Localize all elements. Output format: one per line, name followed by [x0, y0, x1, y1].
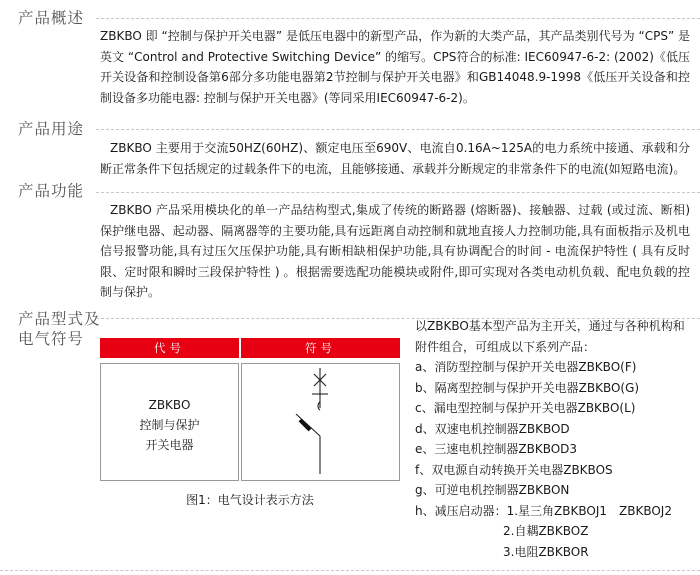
table-cell-symbol — [241, 363, 400, 481]
table-header-code: 代号 — [100, 338, 239, 358]
code-line-1: ZBKBO — [148, 398, 191, 412]
series-item: e、三速电机控制器ZBKBOD3 — [415, 442, 578, 456]
series-item: f、双电源自动转换开关电器ZBKBOS — [415, 462, 613, 477]
series-item: h、减压启动器：1.星三角ZBKBOJ1 ZBKBOJ2 — [415, 503, 672, 518]
series-intro-line-1: 以ZBKBO基本型产品为主开关，通过与各种机构和 — [415, 319, 685, 333]
figure-caption: 图1：电气设计表示方法 — [186, 493, 314, 507]
table-cell-code — [100, 363, 239, 481]
section-title-function: 产品功能 — [18, 182, 85, 200]
function-text: ZBKBO 产品采用模块化的单一产品结构型式,集成了传统的断路器 (熔断器)、接触器、过载 (或过流、断相) 保护继电器、起动器、隔离器等的主要功能,具有远距离自动控制和就地直接人力控制功能,具有面板指示及机电信号报警功能,具有过压欠压保护功能,具有断相缺相保护功能,具有协调配合的时间 - 电流保护特性 ( 具有反时限、定时限和瞬时三段保护特性 ) 。根据需要选配功能模块或附件,即可实现对各类电动机负载、配电负载的控制与保护。 — [100, 203, 690, 299]
section-divider — [96, 18, 700, 19]
series-intro-line-2: 附件组合，可组成以下系列产品： — [415, 339, 596, 354]
section-divider — [96, 192, 700, 193]
code-line-3: 开关电器 — [145, 438, 194, 452]
section-title-model-line2: 电气符号 — [18, 330, 85, 348]
section-title-model — [18, 309, 101, 349]
series-item: a、消防型控制与保护开关电器ZBKBO(F) — [415, 360, 637, 374]
switch-symbol-icon — [242, 364, 399, 480]
section-divider — [96, 129, 700, 130]
series-sub-item: 3.电阻ZBKBOR — [503, 544, 589, 559]
series-item: c、漏电型控制与保护开关电器ZBKBO(L) — [415, 401, 636, 415]
section-title-usage: 产品用途 — [18, 120, 85, 138]
overview-text: ZBKBO 即 “控制与保护开关电器” 是低压电器中的新型产品，作为新的大类产品，其产品类别代号为 “CPS” 是英文 “Control and Protective Switching Device” 的缩写。CPS符合的标准: IEC60947-6-2: (2002)《低压开关设备和控制设备第6部分多功能电器第2节控制与保护开关电器》和GB14048.9-1998《低压开关设备和控制设备多功能电器: 控制与保护开关电器》(等同采用IEC60947-6-2)。 — [100, 29, 690, 105]
series-sub-item: 2.自耦ZBKBOZ — [503, 524, 589, 538]
table-header-symbol: 符号 — [241, 338, 400, 358]
bottom-divider — [0, 570, 700, 571]
code-line-2: 控制与保护 — [139, 418, 200, 432]
series-list — [415, 316, 695, 562]
usage-text: ZBKBO 主要用于交流50HZ(60HZ)、额定电压至690V、电流自0.16A~125A的电力系统中接通、承载和分断正常条件下包括规定的过载条件下的电流，且能够接通、承载并分断规定的非常条件下的电流(如短路电流)。 — [100, 141, 690, 176]
section-title-overview: 产品概述 — [18, 9, 85, 27]
series-item: b、隔离型控制与保护开关电器ZBKBO(G) — [415, 380, 640, 395]
section-title-model-line1: 产品型式及 — [18, 310, 101, 328]
series-item: g、可逆电机控制器ZBKBON — [415, 483, 570, 497]
series-item: d、双速电机控制器ZBKBOD — [415, 421, 570, 436]
